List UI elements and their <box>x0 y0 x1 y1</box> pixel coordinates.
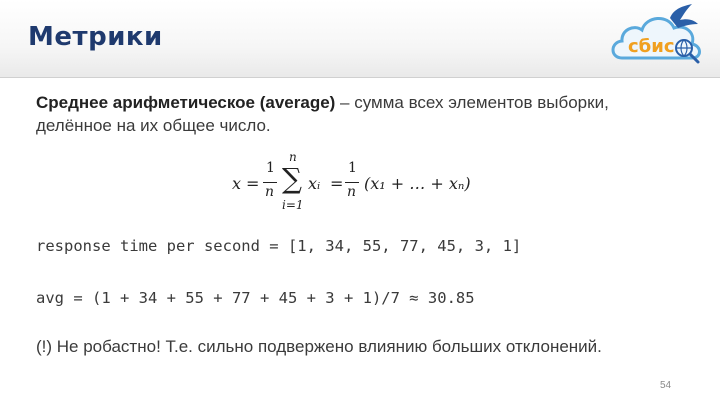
logo-bird-icon <box>670 4 698 28</box>
response-time-line: response time per second = [1, 34, 55, 77, 45, 3, 1] <box>36 237 522 255</box>
logo-text: сбис <box>628 36 675 57</box>
formula-frac1-num: 1 <box>266 160 275 176</box>
formula-frac2-bar <box>345 182 359 183</box>
formula-sum-symbol: ∑ <box>282 162 302 195</box>
formula-lhs: x <box>232 174 242 193</box>
average-formula <box>232 152 492 222</box>
formula-paren-expr: (x₁ + … + xₙ) <box>364 174 471 193</box>
formula-frac2-den: n <box>347 184 357 200</box>
formula-equals-2: = <box>330 174 344 193</box>
definition-term: Среднее арифметическое (average) <box>36 93 336 112</box>
slide-header <box>0 0 720 78</box>
header-divider <box>0 77 720 78</box>
formula-frac1-den: n <box>265 184 275 200</box>
definition-paragraph <box>36 91 686 137</box>
formula-frac1-bar <box>263 182 277 183</box>
sbis-logo <box>604 2 708 74</box>
formula-sum-lower: i=1 <box>282 198 304 212</box>
formula-term: xᵢ <box>308 174 321 193</box>
formula-equals-1: = <box>246 174 260 193</box>
average-calculation-line: avg = (1 + 34 + 55 + 77 + 45 + 3 + 1)/7 ≈ 30.85 <box>36 289 475 307</box>
definition-text: – сумма всех элементов выборки, делённое на их общее число. <box>36 93 609 135</box>
slide-number: 54 <box>660 380 672 391</box>
formula-sum-upper: n <box>289 150 297 164</box>
robustness-note: (!) Не робастно! Т.е. сильно подвержено влиянию больших отклонений. <box>36 337 602 356</box>
slide-title: Метрики <box>28 22 163 52</box>
formula-frac2-num: 1 <box>348 160 357 176</box>
